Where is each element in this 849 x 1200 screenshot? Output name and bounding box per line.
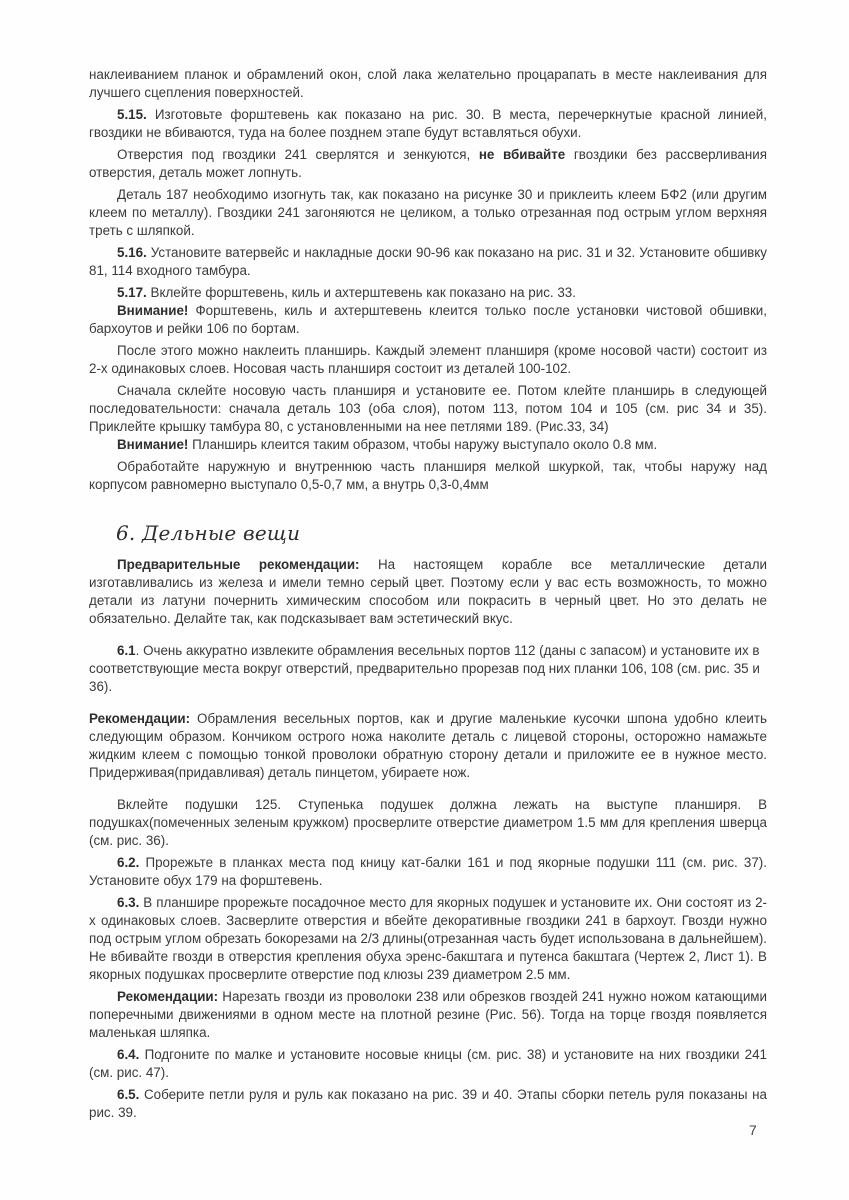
paragraph-text: Вклейте форштевень, киль и ахтерштевень как показано на рис. 33. — [146, 285, 576, 300]
paragraph-6-2 — [89, 854, 767, 890]
paragraph-text: Вклейте подушки 125. Ступенька подушек должна лежать на выступе планширя. В подушках(помеченных зеленым кружком) просверлите отверстие диаметром 1.5 мм для крепления шверца (см. рис. 36). — [89, 797, 767, 848]
paragraph-recommendations-2 — [89, 988, 767, 1042]
paragraph-text: Установите ватервейс и накладные доски 90-96 как показано на рис. 31 и 32. Установите обшивку 81, 114 входного тамбура. — [89, 245, 767, 278]
item-number: 5.16. — [117, 245, 147, 260]
paragraph-text: Планширь клеится таким образом, чтобы наружу выступало около 0.8 мм. — [188, 437, 658, 452]
item-number: 6.4. — [117, 1047, 140, 1062]
paragraph-planshir-order — [89, 382, 767, 436]
paragraph-text: После этого можно наклеить планширь. Каждый элемент планширя (кроме носовой части) состоит из 2-х одинаковых слоев. Носовая часть планширя состоит из деталей 100-102. — [89, 343, 767, 376]
paragraph-text: Деталь 187 необходимо изогнуть так, как показано на рисунке 30 и приклеить клеем БФ2 (или другим клеем по металлу). Гвоздики 241 загоняются не целиком, а только отрезанная под острым углом верхняя треть с шляпкой. — [89, 187, 767, 238]
paragraph-text: наклеиванием планок и обрамлений окон, слой лака желательно процарапать в месте наклеивания для лучшего сцепления поверхностей. — [89, 67, 767, 100]
paragraph-preliminary-recommendations — [89, 556, 767, 628]
paragraph-text: Нарезать гвозди из проволоки 238 или обрезков гвоздей 241 нужно ножом катающими поперечными движениями в одном месте на плотной резине (Рис. 56). Тогда на торце гвоздя появляется маленькая шляпка. — [89, 989, 767, 1040]
paragraph-text: гвоздики без рассверливания отверстия, деталь может лопнуть. — [89, 147, 767, 180]
paragraph-continuation — [89, 66, 767, 102]
item-number: 6.2. — [117, 855, 140, 870]
page-number: 7 — [749, 1122, 757, 1138]
paragraph-attention-2 — [89, 436, 767, 454]
paragraph-text: Сначала склейте носовую часть планширя и установите ее. Потом клейте планширь в следующей последовательности: сначала деталь 103 (оба слоя), потом 113, потом 104 и 105 (см. рис 34 и 35). Приклейте крышку тамбура 80, с установленными на нее петлями 189. (Рис.33, 34) — [89, 383, 767, 434]
paragraph-text: Прорежьте в планках места под кницу кат-балки 161 и под якорные подушки 111 (см. рис. 37). Установите обух 179 на форштевень. — [89, 855, 767, 888]
item-number: 5.17. — [117, 285, 147, 300]
paragraph-5-15 — [89, 106, 767, 142]
paragraph-recommendations-1 — [89, 710, 767, 782]
paragraph-6-4 — [89, 1046, 767, 1082]
item-number: 6.1 — [117, 643, 136, 658]
paragraph-text: . Очень аккуратно извлеките обрамления весельных портов 112 (даны с запасом) и установите их в соответствующие места вокруг отверстий, предварительно прорезав под них планки 106, 108 (см. рис. 35 и 36). — [89, 643, 760, 694]
paragraph-text: На настоящем корабле все металлические детали изготавливались из железа и имели темно серый цвет. Поэтому если у вас есть возможность, то можно детали из латуни почернить химическим способом или покрасить в черный цвет. Но это делать не обязательно. Делайте так, как подсказывает вам эстетический вкус. — [89, 557, 767, 626]
recommendations-label: Рекомендации: — [117, 989, 219, 1004]
paragraph-6-5 — [89, 1086, 767, 1122]
section-heading: 6. Дельные вещи — [116, 521, 301, 545]
emphasis-text: не вбивайте — [478, 147, 566, 162]
item-number: 6.5. — [117, 1087, 140, 1102]
paragraph-planshir — [89, 342, 767, 378]
paragraph-5-17 — [89, 284, 767, 302]
paragraph-text: Обработайте наружную и внутреннюю часть планширя мелкой шкуркой, так, чтобы наружу над корпусом равномерно выступало 0,5-0,7 мм, а внутрь 0,3-0,4мм — [89, 459, 767, 492]
attention-label: Внимание! — [117, 303, 189, 318]
page-content — [89, 66, 767, 1122]
paragraph-text: В планшире прорежьте посадочное место для якорных подушек и установите их. Они состоят из 2-х одинаковых слоев. Засверлите отверстия и вбейте декоративные гвоздики 241 в бархоут. Гвозди нужно под острым углом обрезать бокорезами на 2/3 длины(отрезанная часть будет использована в дальнейшем). Не вбивайте гвозди в отверстия крепления обуха эренс-бакштага и путенса бакштага (Чертеж 2, Лист 1). В якорных подушках просверлите отверстие под клюзы 239 диаметром 2.5 мм. — [89, 895, 767, 982]
paragraph-pads — [89, 796, 767, 850]
recommendations-label: Предварительные рекомендации: — [117, 557, 360, 572]
paragraph-text: Соберите петли руля и руль как показано на рис. 39 и 40. Этапы сборки петель руля показаны на рис. 39. — [89, 1087, 767, 1120]
paragraph-attention-1 — [89, 302, 767, 338]
recommendations-label: Рекомендации: — [89, 711, 191, 726]
attention-label: Внимание! — [117, 437, 189, 452]
item-number: 5.15. — [117, 107, 147, 122]
paragraph-6-1 — [89, 642, 767, 696]
paragraph-detail-187 — [89, 186, 767, 240]
paragraph-text: Отверстия под гвоздики 241 сверлятся и зенкуются, — [117, 147, 479, 162]
paragraph-text: Подгоните по малке и установите носовые кницы (см. рис. 38) и установите на них гвоздики 241 (см. рис. 47). — [89, 1047, 767, 1080]
paragraph-5-16 — [89, 244, 767, 280]
paragraph-text: Форштевень, киль и ахтерштевень клеится только после установки чистовой обшивки, бархоутов и рейки 106 по бортам. — [89, 303, 767, 336]
paragraph-holes — [89, 146, 767, 182]
paragraph-6-3 — [89, 894, 767, 984]
paragraph-sanding — [89, 458, 767, 494]
item-number: 6.3. — [117, 895, 140, 910]
paragraph-text: Изготовьте форштевень как показано на рис. 30. В места, перечеркнутые красной линией, гвоздики не вбиваются, туда на более позднем этапе будут вставляться обухи. — [89, 107, 767, 140]
paragraph-text: Обрамления весельных портов, как и другие маленькие кусочки шпона удобно клеить следующим образом. Кончиком острого ножа наколите деталь с лицевой стороны, осторожно намажьте жидким клеем с помощью тонкой проволоки обратную сторону детали и приложите ее в нужное место. Придерживая(придавливая) деталь пинцетом, убираете нож. — [89, 711, 767, 780]
